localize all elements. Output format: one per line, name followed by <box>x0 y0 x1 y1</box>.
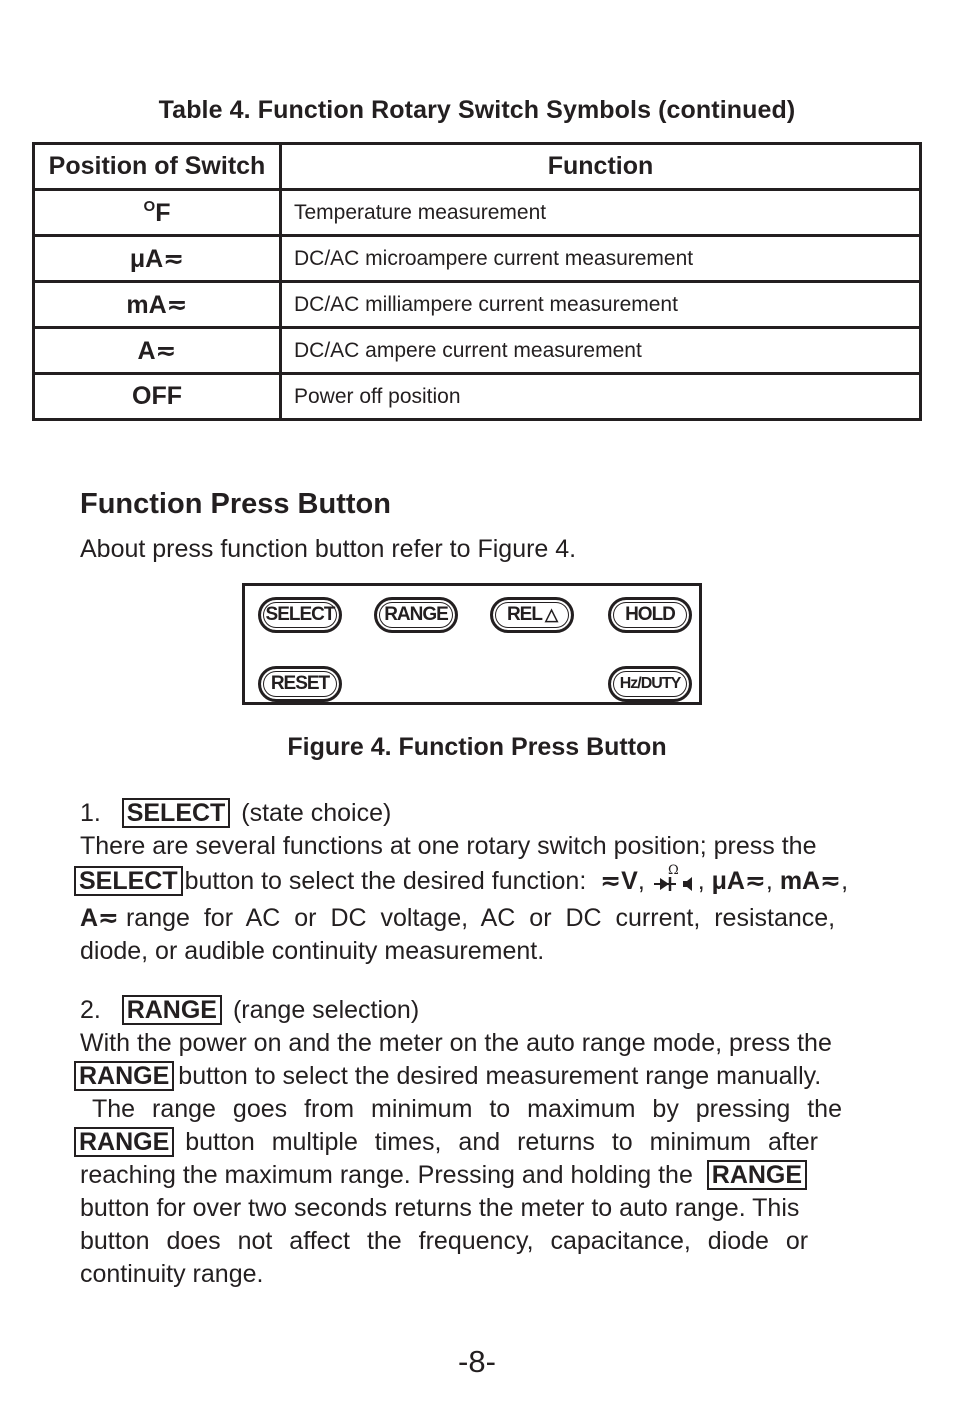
header-position: Position of Switch <box>34 144 281 190</box>
table-title: Table 4. Function Rotary Switch Symbols (continued) <box>158 96 796 124</box>
item-text: reaching the maximum range. Pressing and holding the <box>80 1161 693 1189</box>
omega-icon: Ω <box>667 863 679 878</box>
position-cell: mA≂ <box>34 282 281 328</box>
function-cell: Power off position <box>281 374 921 420</box>
position-cell <box>34 190 281 236</box>
table-row <box>34 328 921 374</box>
item-text: button to select the desired measurement range manually. <box>178 1062 822 1090</box>
select-key-label: SELECT <box>74 866 183 896</box>
item-text: button multiple times, and returns to minimum after <box>185 1128 818 1156</box>
item-text: button to select the desired function: <box>184 867 587 895</box>
item-number: 2. <box>80 996 101 1024</box>
hz-duty-button[interactable]: Hz/DUTY <box>608 666 692 702</box>
item-line: diode, or audible continuity measurement. <box>80 937 545 965</box>
table-row <box>34 236 921 282</box>
range-button[interactable]: RANGE <box>374 597 458 633</box>
item-text: range for AC or DC voltage, AC or DC current, resistance, <box>125 904 836 932</box>
item-line <box>74 1126 876 1159</box>
amp-symbol: A≂ <box>80 904 120 932</box>
microamp-symbol: μA≂ <box>711 867 766 895</box>
rel-button[interactable] <box>490 597 574 633</box>
rel-label: REL <box>506 604 542 625</box>
milliamp-symbol: mA≂ <box>779 867 842 895</box>
item-heading <box>80 994 876 1027</box>
item-select <box>80 797 876 968</box>
position-symbol: F <box>155 198 171 227</box>
degree-superscript: O <box>143 197 156 215</box>
item-heading <box>80 797 876 830</box>
range-key-label: RANGE <box>122 995 222 1025</box>
table-header-row <box>34 144 921 190</box>
position-cell: OFF <box>34 374 281 420</box>
range-key-label: RANGE <box>707 1160 807 1190</box>
item-title: (range selection) <box>232 996 420 1024</box>
table-row <box>34 282 921 328</box>
item-title: (state choice) <box>241 799 392 827</box>
delta-icon: △ <box>544 605 558 624</box>
function-switch-table <box>32 142 922 421</box>
item-line <box>80 902 876 935</box>
range-key-label: RANGE <box>74 1127 174 1157</box>
header-function: Function <box>281 144 921 190</box>
item-number: 1. <box>80 799 101 827</box>
item-line: SELECT button to select the desired function: ≂V, Ω , μA≂, mA≂, <box>74 863 876 902</box>
section-heading: Function Press Button <box>80 488 391 520</box>
item-line: There are several functions at one rotary switch position; press the <box>80 832 817 860</box>
function-cell: DC/AC microampere current measurement <box>281 236 921 282</box>
item-line: button does not affect the frequency, capacitance, diode or <box>80 1227 809 1255</box>
item-line <box>80 1159 876 1192</box>
hold-button[interactable]: HOLD <box>608 597 692 633</box>
item-line: button for over two seconds returns the meter to auto range. This <box>80 1194 800 1222</box>
position-cell: μA≂ <box>34 236 281 282</box>
function-cell: Temperature measurement <box>281 190 921 236</box>
function-cell: DC/AC milliampere current measurement <box>281 282 921 328</box>
table-row <box>34 190 921 236</box>
resistance-diode-continuity-icon <box>654 863 696 902</box>
reset-button[interactable]: RESET <box>258 666 342 702</box>
item-line: continuity range. <box>80 1260 264 1288</box>
figure-caption: Figure 4. Function Press Button <box>287 733 667 761</box>
item-line: The range goes from minimum to maximum by pressing the <box>92 1095 842 1123</box>
select-button[interactable]: SELECT <box>258 597 342 633</box>
item-line <box>74 1060 876 1093</box>
item-line: With the power on and the meter on the auto range mode, press the <box>80 1029 832 1057</box>
item-range <box>80 994 876 1291</box>
table-row <box>34 374 921 420</box>
function-cell: DC/AC ampere current measurement <box>281 328 921 374</box>
page-number: -8- <box>458 1344 496 1379</box>
position-cell: A≂ <box>34 328 281 374</box>
range-key-label: RANGE <box>74 1061 174 1091</box>
select-key-label: SELECT <box>122 798 231 828</box>
voltage-symbol: ≂V <box>600 867 638 895</box>
function-button-panel <box>242 583 702 705</box>
intro-text: About press function button refer to Figure 4. <box>80 535 577 563</box>
